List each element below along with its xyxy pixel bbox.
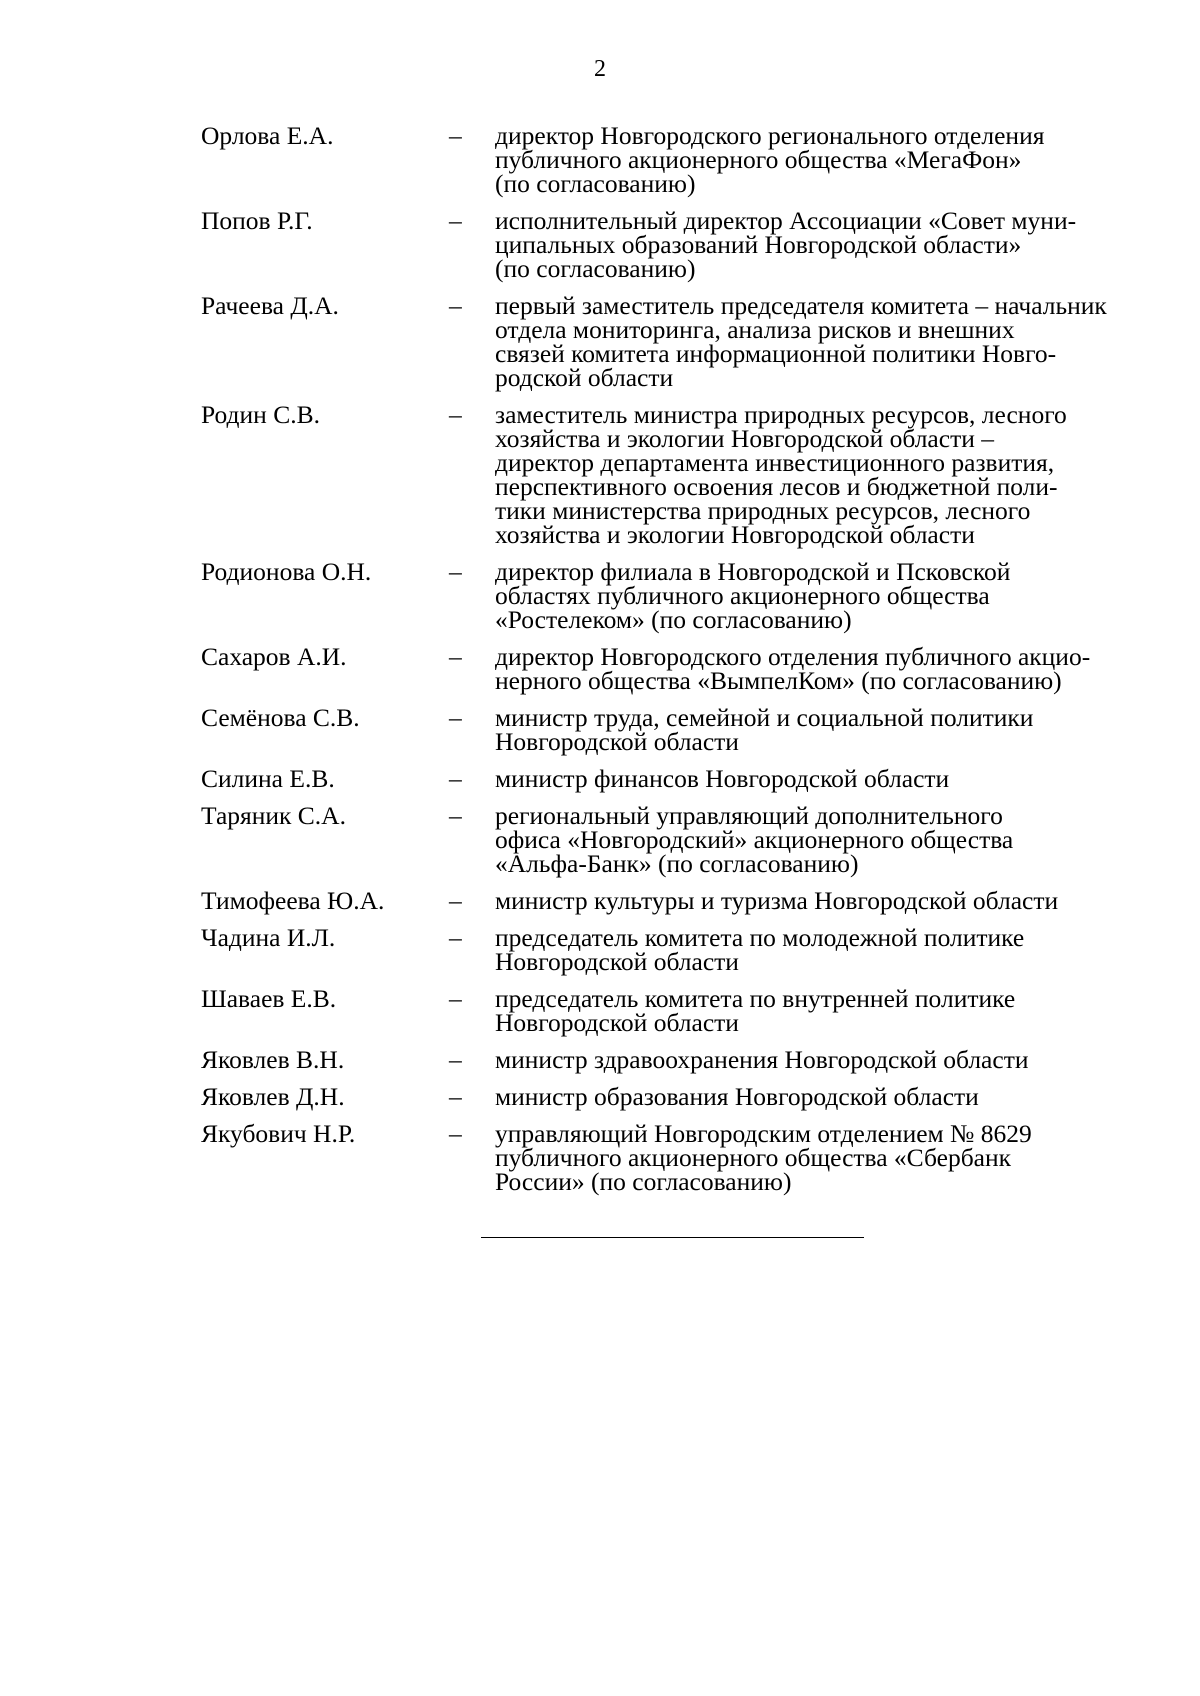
member-row [201,886,1131,915]
member-dash: – [449,764,462,793]
member-dash: – [449,984,462,1013]
page-number: 2 [594,56,606,82]
member-row [201,1082,1131,1111]
member-dash: – [449,121,462,150]
member-position: председатель комитета по внутренней политике Новгородской области [495,984,1016,1037]
member-name: Чадина И.Л. [201,923,336,952]
member-name: Яковлев Д.Н. [201,1082,345,1111]
member-name: Родионова О.Н. [201,557,372,586]
member-position: министр труда, семейной и социальной политики Новгородской области [495,703,1034,756]
member-name: Попов Р.Г. [201,206,313,235]
member-position: заместитель министра природных ресурсов, лесного хозяйства и экологии Новгородской области – директор департамента инвестиционного развития, перспективного освоения лесов и бюджетной поли- тики министерства природных ресурсов, лесного хозяйства и экологии Новгородской области [495,400,1067,549]
member-dash: – [449,703,462,732]
member-row [201,557,1131,634]
member-position: министр образования Новгородской области [495,1082,979,1111]
member-row [201,400,1131,549]
member-name: Якубович Н.Р. [201,1119,356,1148]
member-dash: – [449,291,462,320]
member-row [201,923,1131,976]
member-name: Тимофеева Ю.А. [201,886,385,915]
member-name: Орлова Е.А. [201,121,334,150]
member-position: региональный управляющий дополнительного офиса «Новгородский» акционерного общества «Альфа-Банк» (по согласованию) [495,801,1014,878]
member-dash: – [449,801,462,830]
member-dash: – [449,923,462,952]
member-name: Родин С.В. [201,400,320,429]
member-dash: – [449,642,462,671]
member-name: Силина Е.В. [201,764,335,793]
member-row [201,121,1131,198]
member-list [201,121,1131,1196]
member-name: Шаваев Е.В. [201,984,337,1013]
member-row [201,291,1131,392]
member-position: управляющий Новгородским отделением № 8629 публичного акционерного общества «Сбербанк России» (по согласованию) [495,1119,1032,1196]
member-position: директор Новгородского отделения публичного акцио- нерного общества «ВымпелКом» (по согласованию) [495,642,1091,695]
member-position: министр здравоохранения Новгородской области [495,1045,1029,1074]
member-name: Сахаров А.И. [201,642,347,671]
member-name: Рачеева Д.А. [201,291,339,320]
member-dash: – [449,886,462,915]
member-row [201,206,1131,283]
member-name: Таряник С.А. [201,801,346,830]
member-name: Семёнова С.В. [201,703,360,732]
member-row [201,642,1131,695]
member-name: Яковлев В.Н. [201,1045,345,1074]
member-row [201,984,1131,1037]
member-position: председатель комитета по молодежной политике Новгородской области [495,923,1025,976]
member-position: министр финансов Новгородской области [495,764,950,793]
member-dash: – [449,557,462,586]
member-row [201,1045,1131,1074]
member-dash: – [449,206,462,235]
member-position: директор филиала в Новгородской и Псковской областях публичного акционерного общества «Ростелеком» (по согласованию) [495,557,1011,634]
member-dash: – [449,1119,462,1148]
member-position: министр культуры и туризма Новгородской области [495,886,1059,915]
member-row [201,764,1131,793]
member-row [201,801,1131,878]
member-row [201,703,1131,756]
member-dash: – [449,400,462,429]
member-row [201,1119,1131,1196]
member-dash: – [449,1045,462,1074]
member-position: директор Новгородского регионального отделения публичного акционерного общества «МегаФон» (по согласованию) [495,121,1045,198]
member-position: исполнительный директор Ассоциации «Совет муни- ципальных образований Новгородской области» (по согласованию) [495,206,1077,283]
member-position: первый заместитель председателя комитета – начальник отдела мониторинга, анализа рисков и внешних связей комитета информационной политики Новго- родской области [495,291,1107,392]
end-divider-line [481,1237,864,1238]
member-dash: – [449,1082,462,1111]
